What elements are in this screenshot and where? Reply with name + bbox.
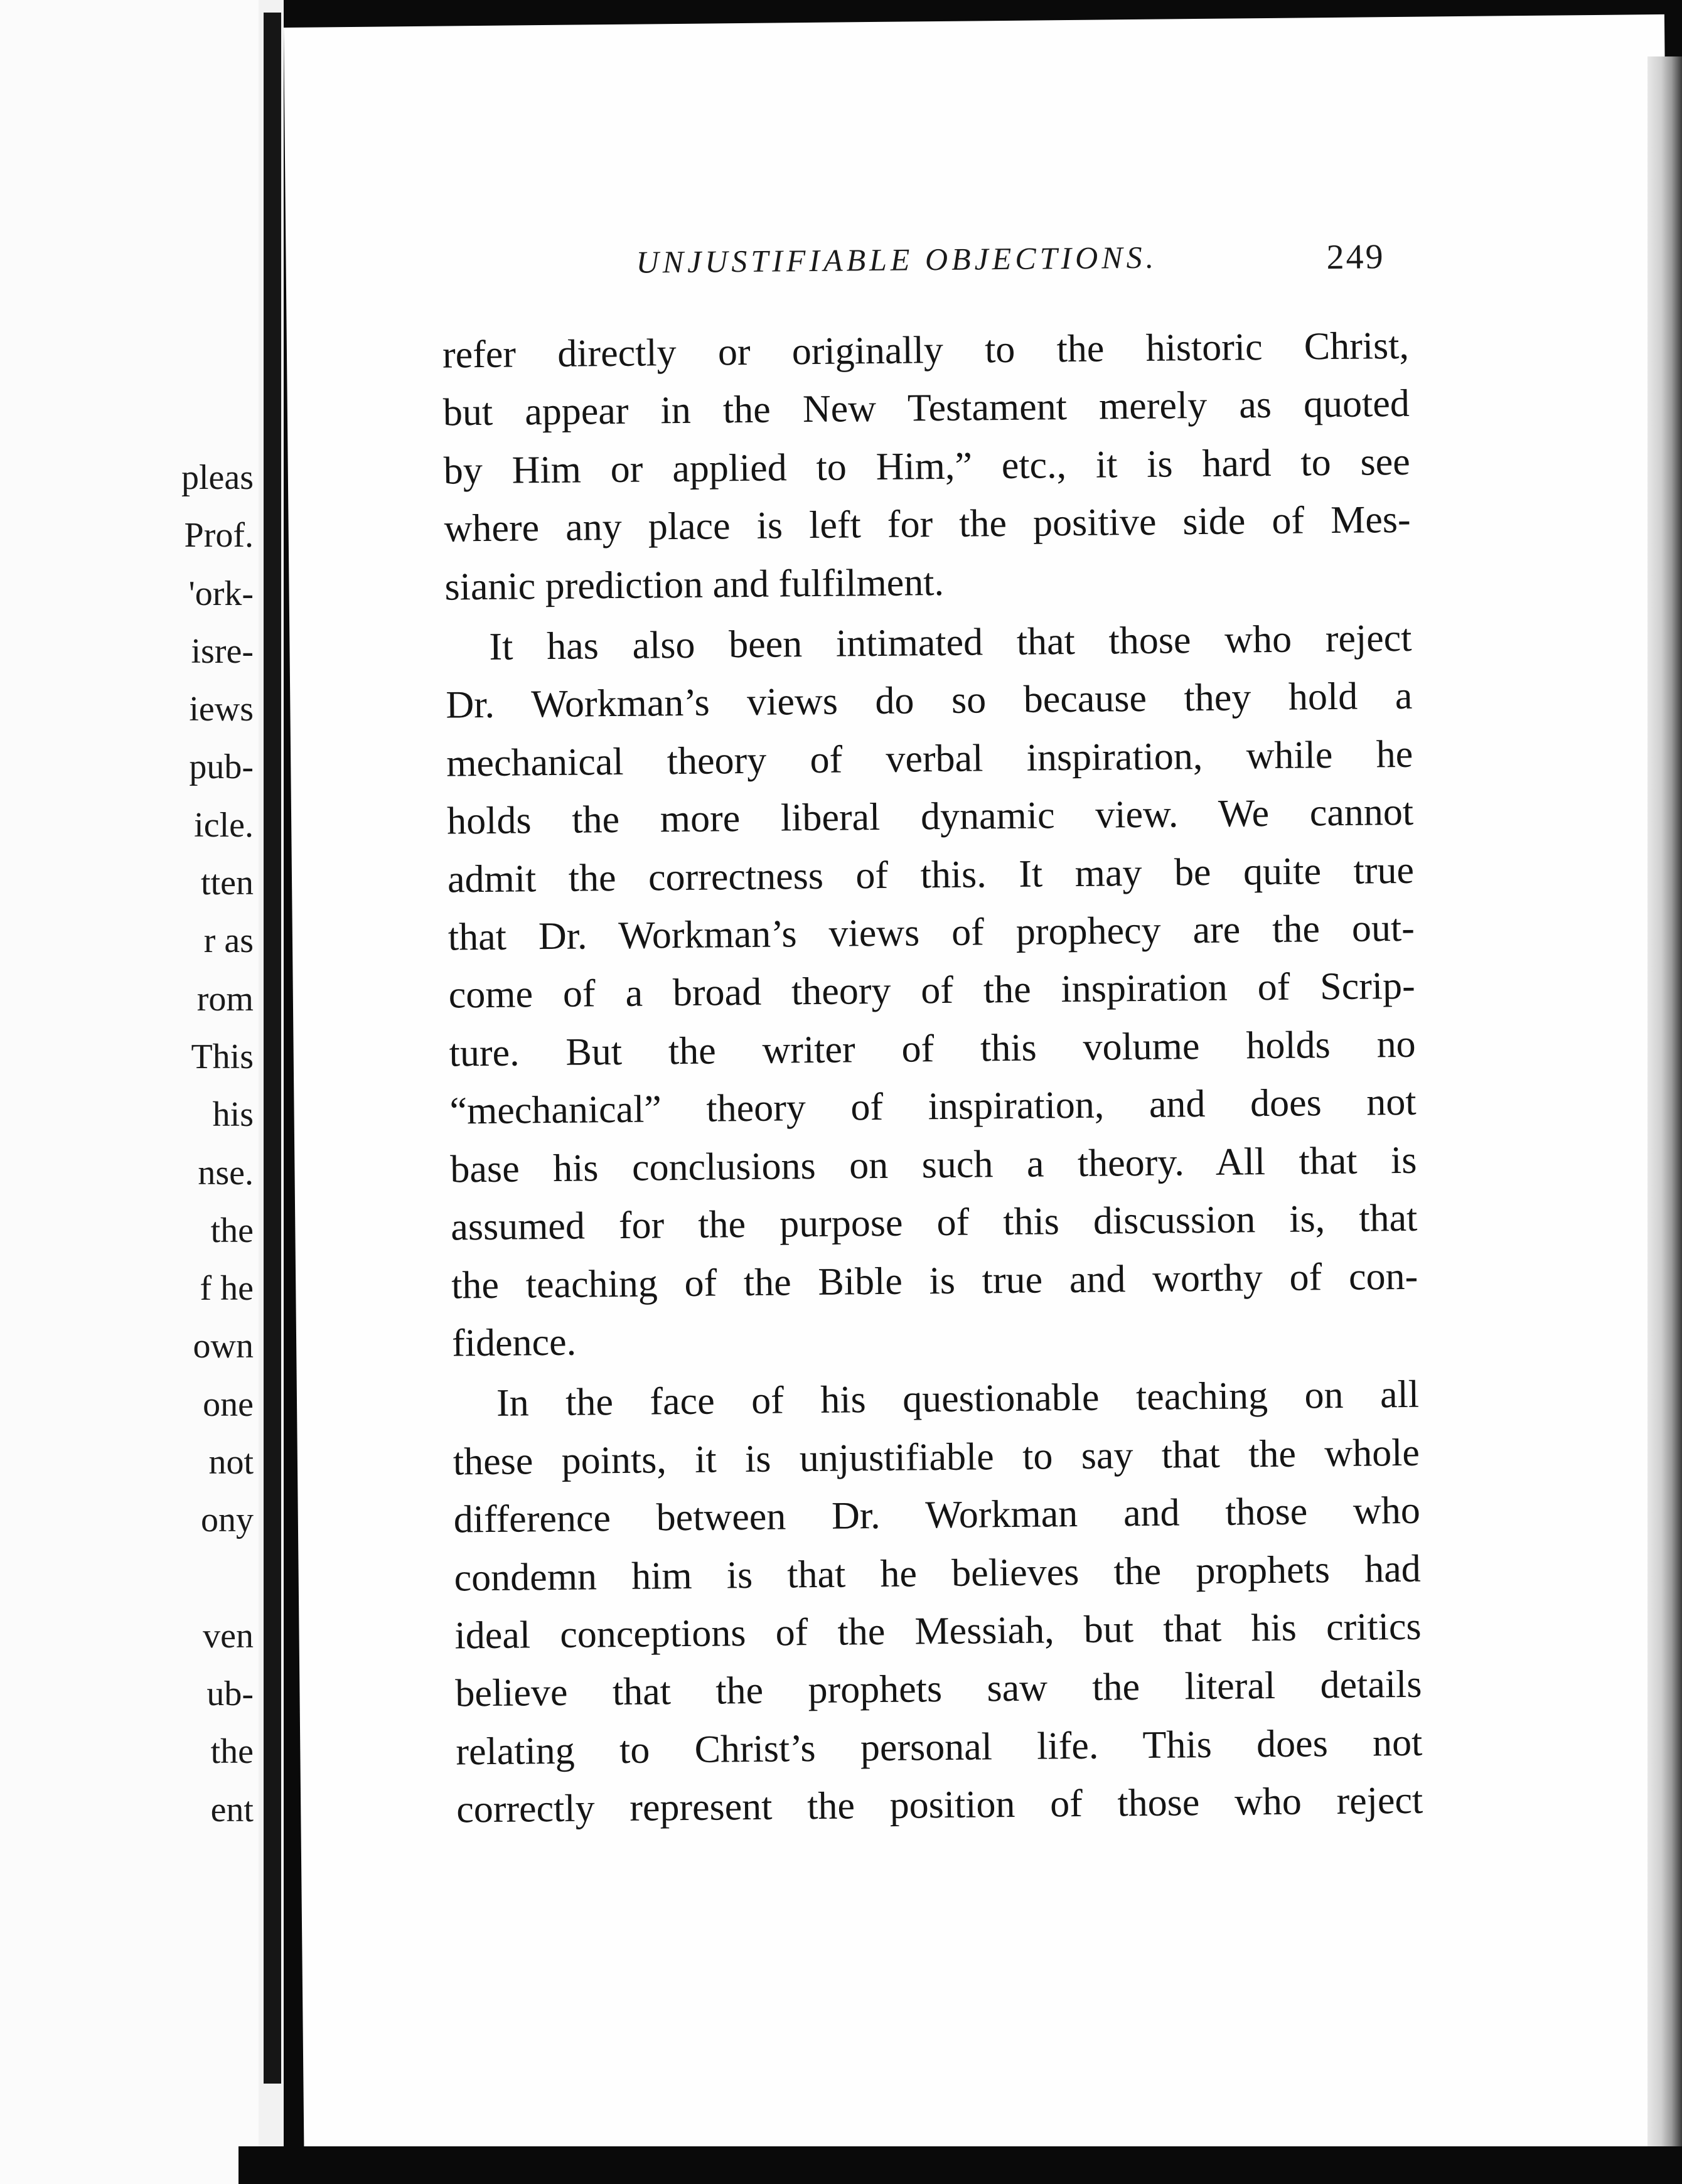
left-line: ub- — [206, 1674, 254, 1713]
left-line: tten — [201, 864, 254, 903]
page-number: 249 — [1326, 237, 1385, 277]
left-line: pub- — [189, 747, 254, 787]
page-edge-shadow — [1647, 56, 1682, 2159]
page-body — [442, 317, 1423, 1839]
text-line: where any place is left for the positive side of Mes- — [444, 498, 1411, 550]
text-line: but appear in the New Testament merely as quoted — [442, 382, 1410, 434]
text-line: holds the more liberal dynamic view. We cannot — [446, 791, 1414, 843]
left-blank-line — [0, 1550, 259, 1607]
text-line: “mechanical” theory of inspiration, and does not — [449, 1081, 1417, 1133]
left-line: own — [193, 1327, 254, 1366]
left-line: pleas — [181, 458, 254, 497]
left-line: nse. — [198, 1153, 254, 1192]
left-line: one — [203, 1384, 254, 1424]
left-line: ent — [210, 1790, 254, 1829]
left-line: not — [208, 1443, 254, 1482]
text-line: ture. But the writer of this volume holds no — [449, 1022, 1416, 1075]
text-line: mechanical theory of verbal inspiration, while he — [446, 732, 1413, 785]
gutter-shadow — [264, 13, 281, 2084]
left-line: isre- — [191, 631, 254, 671]
left-line: rom — [196, 979, 254, 1019]
left-line: ven — [203, 1616, 254, 1656]
text-line: believe that the prophets saw the literal details — [455, 1663, 1422, 1715]
bottom-edge — [238, 2146, 1682, 2184]
paragraph — [442, 317, 1411, 616]
text-line: that Dr. Workman’s views of prophecy are the out- — [447, 906, 1415, 959]
text-line: correctly represent the position of those who reject — [456, 1779, 1423, 1831]
text-line: condemn him is that he believes the prophets had — [454, 1547, 1421, 1600]
text-line: admit the correctness of this. It may be quite true — [447, 848, 1415, 901]
left-line: ony — [201, 1501, 254, 1540]
left-line: r as — [203, 921, 254, 961]
left-line: Prof. — [184, 516, 254, 555]
left-line: his — [212, 1095, 254, 1135]
text-line: It has also been intimated that those who reject — [489, 616, 1412, 668]
text-line: ideal conceptions of the Messiah, but that his critics — [454, 1605, 1422, 1657]
running-head — [353, 237, 1408, 280]
text-line: these points, it is unjustifiable to say that the whole — [453, 1431, 1420, 1484]
text-line: by Him or applied to Him,” etc., it is hard to see — [443, 440, 1411, 493]
paragraph — [453, 1366, 1423, 1839]
text-line: fidence. — [451, 1320, 577, 1365]
left-line: the — [210, 1732, 254, 1772]
text-line: In the face of his questionable teaching on all — [496, 1373, 1420, 1425]
text-line: relating to Christ’s personal life. This does not — [456, 1721, 1423, 1774]
left-line: iews — [189, 690, 254, 729]
text-line: base his conclusions on such a theory. All that is — [450, 1138, 1417, 1191]
text-line: the teaching of the Bible is true and worthy of con- — [451, 1255, 1418, 1307]
text-line: Dr. Workman’s views do so because they hold a — [446, 675, 1413, 727]
left-page-fragment — [0, 0, 259, 2184]
right-page — [284, 14, 1682, 2161]
left-line: icle. — [194, 805, 254, 845]
text-line: come of a broad theory of the inspiration of Scrip- — [448, 965, 1416, 1017]
left-line: This — [191, 1037, 254, 1076]
left-line: 'ork- — [188, 574, 254, 613]
paragraph — [445, 609, 1418, 1373]
text-line: assumed for the purpose of this discussion is, that — [451, 1196, 1418, 1249]
left-page-text — [0, 449, 259, 1839]
running-title: UNJUSTIFIABLE OBJECTIONS. — [636, 239, 1158, 280]
left-line: f he — [200, 1269, 254, 1309]
text-line: refer directly or originally to the historic Christ, — [442, 324, 1410, 377]
text-line: difference between Dr. Workman and those who — [453, 1489, 1421, 1541]
text-line: sianic prediction and fulfilment. — [444, 560, 945, 609]
left-line: the — [210, 1211, 254, 1250]
